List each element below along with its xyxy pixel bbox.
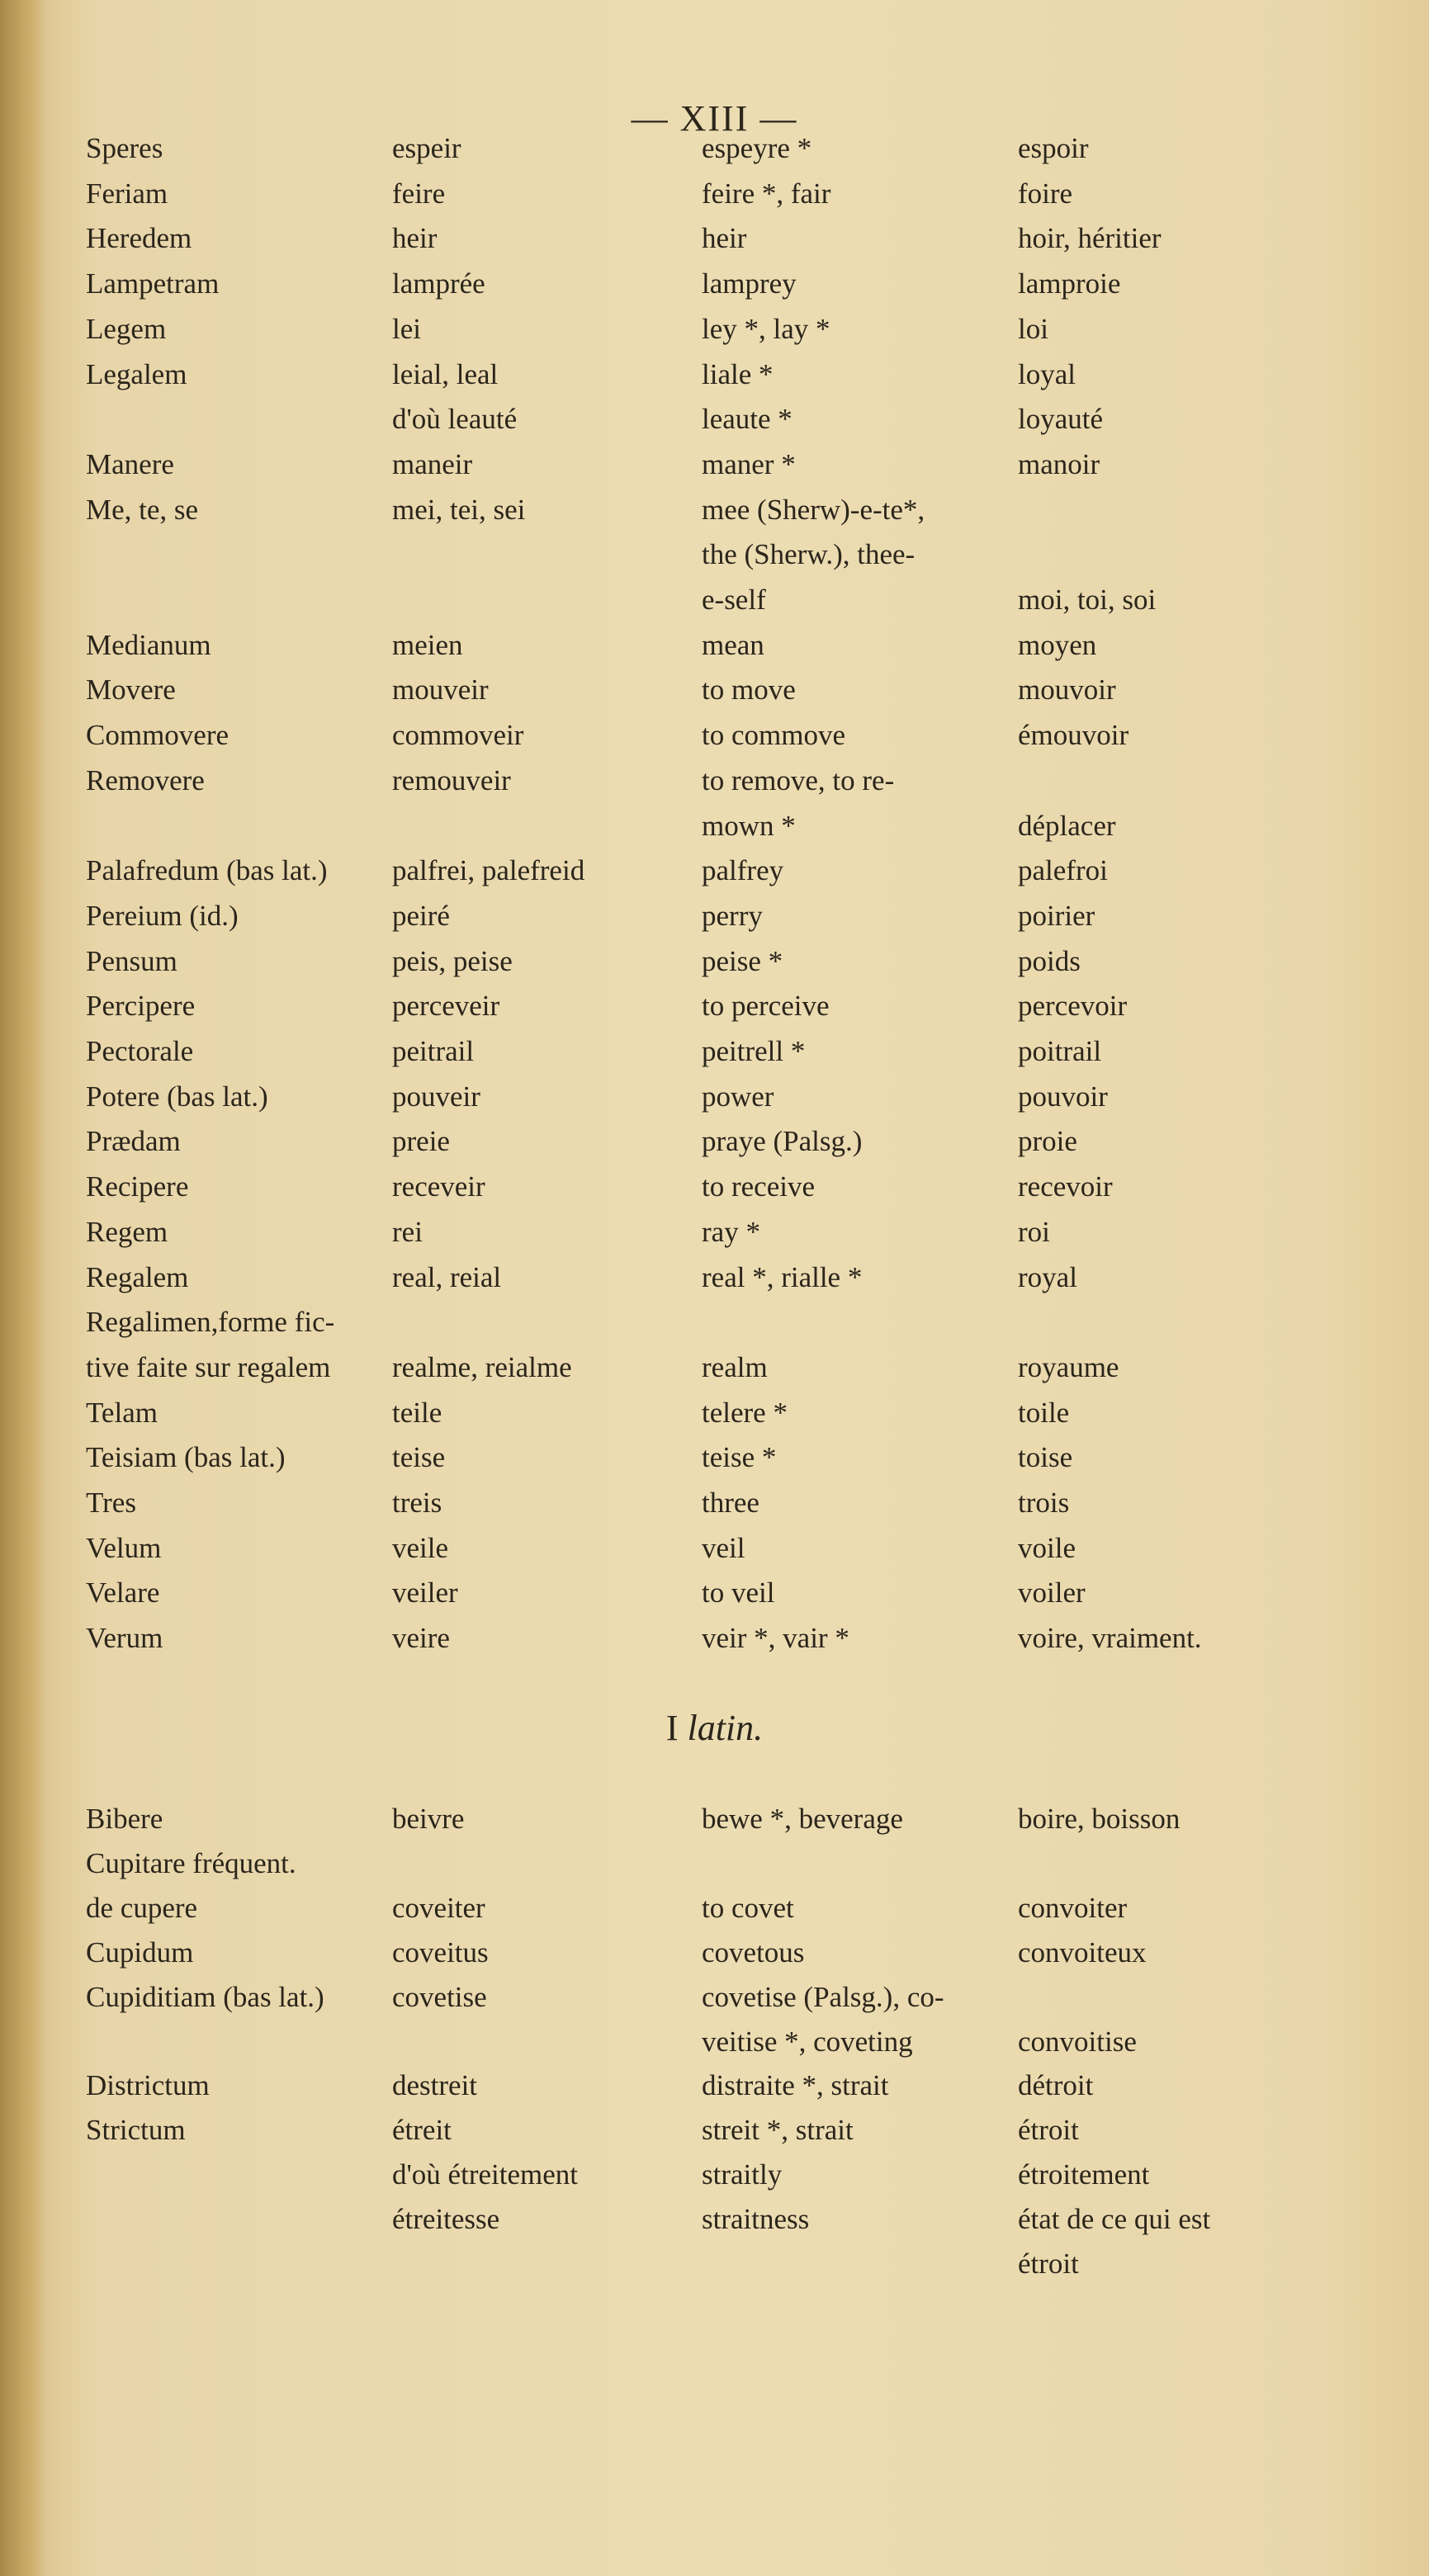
cell-latin-etymon: Palafredum (bas lat.) bbox=[86, 854, 328, 887]
cell-modern-french: poirier bbox=[1018, 899, 1095, 932]
cell-latin-etymon: Pereium (id.) bbox=[86, 899, 239, 932]
table-row bbox=[0, 398, 1429, 441]
cell-english: to perceive bbox=[702, 990, 830, 1023]
cell-english: three bbox=[702, 1487, 759, 1519]
table-row bbox=[0, 489, 1429, 532]
table-row bbox=[0, 2198, 1429, 2241]
cell-latin-etymon: Tres bbox=[86, 1487, 136, 1519]
cell-latin-etymon: Potere (bas lat.) bbox=[86, 1080, 268, 1113]
cell-latin-etymon: Teisiam (bas lat.) bbox=[86, 1441, 286, 1474]
table-row bbox=[0, 1976, 1429, 2019]
cell-old-french: étreitesse bbox=[392, 2203, 500, 2236]
section-title: latin. bbox=[687, 1708, 764, 1748]
cell-modern-french: toile bbox=[1018, 1396, 1070, 1429]
cell-english: peise * bbox=[702, 944, 783, 977]
cell-english: to veil bbox=[702, 1576, 775, 1609]
cell-old-french: coveiter bbox=[392, 1891, 485, 1924]
cell-english: bewe *, beverage bbox=[702, 1803, 903, 1835]
cell-english: maner * bbox=[702, 447, 796, 480]
cell-latin-etymon: Manere bbox=[86, 447, 174, 480]
cell-old-french: feire bbox=[392, 177, 446, 210]
cell-modern-french: poids bbox=[1018, 944, 1081, 977]
cell-latin-etymon: Cupiditiam (bas lat.) bbox=[86, 1980, 324, 2013]
table-row bbox=[0, 579, 1429, 622]
table-row bbox=[0, 1030, 1429, 1073]
cell-old-french: lamprée bbox=[392, 267, 485, 300]
cell-modern-french: émouvoir bbox=[1018, 719, 1129, 752]
cell-modern-french: pouvoir bbox=[1018, 1080, 1108, 1113]
cell-modern-french: étroit bbox=[1018, 2248, 1079, 2280]
section-heading bbox=[0, 1707, 1429, 1749]
cell-latin-etymon: Legalem bbox=[86, 357, 187, 390]
table-row bbox=[0, 940, 1429, 983]
cell-english: power bbox=[702, 1080, 774, 1113]
table-row bbox=[0, 443, 1429, 486]
table-row bbox=[0, 353, 1429, 396]
cell-english: leaute * bbox=[702, 403, 793, 436]
table-row bbox=[0, 1165, 1429, 1208]
cell-english: teise * bbox=[702, 1441, 777, 1474]
cell-old-french: remouveir bbox=[392, 763, 511, 796]
cell-old-french: destreit bbox=[392, 2069, 478, 2102]
cell-modern-french: manoir bbox=[1018, 447, 1100, 480]
cell-modern-french: trois bbox=[1018, 1487, 1070, 1519]
cell-english: covetous bbox=[702, 1936, 805, 1969]
cell-latin-etymon: Cupidum bbox=[86, 1936, 194, 1969]
cell-modern-french: recevoir bbox=[1018, 1170, 1113, 1203]
cell-modern-french: loi bbox=[1018, 312, 1048, 345]
cell-old-french: d'où leauté bbox=[392, 403, 518, 436]
table-row bbox=[0, 1120, 1429, 1163]
table-row bbox=[0, 1301, 1429, 1344]
cell-latin-etymon: Movere bbox=[86, 674, 176, 707]
table-row bbox=[0, 1572, 1429, 1614]
cell-latin-etymon: Legem bbox=[86, 312, 167, 345]
cell-english: e-self bbox=[702, 584, 766, 616]
page-number: — XIII — bbox=[631, 98, 798, 139]
cell-latin-etymon: tive faite sur regalem bbox=[86, 1350, 331, 1383]
cell-modern-french: royaume bbox=[1018, 1350, 1119, 1383]
cell-old-french: d'où étreitement bbox=[392, 2158, 578, 2191]
cell-english: to covet bbox=[702, 1891, 794, 1924]
table-row bbox=[0, 805, 1429, 848]
cell-latin-etymon: Districtum bbox=[86, 2069, 210, 2102]
cell-old-french: real, reial bbox=[392, 1260, 502, 1293]
cell-english: covetise (Palsg.), co- bbox=[702, 1980, 944, 2013]
cell-latin-etymon: Strictum bbox=[86, 2114, 186, 2147]
cell-modern-french: voire, vraiment. bbox=[1018, 1622, 1202, 1655]
cell-old-french: leial, leal bbox=[392, 357, 499, 390]
cell-modern-french: poitrail bbox=[1018, 1035, 1102, 1067]
cell-modern-french: état de ce qui est bbox=[1018, 2203, 1211, 2236]
cell-english: veitise *, coveting bbox=[702, 2025, 913, 2058]
cell-latin-etymon: Regalimen,forme fic- bbox=[86, 1306, 335, 1339]
table-row bbox=[0, 533, 1429, 576]
cell-old-french: receveir bbox=[392, 1170, 485, 1203]
cell-latin-etymon: Me, te, se bbox=[86, 493, 199, 526]
cell-latin-etymon: Telam bbox=[86, 1396, 158, 1429]
cell-old-french: peiré bbox=[392, 899, 450, 932]
table-row bbox=[0, 127, 1429, 170]
table-row bbox=[0, 759, 1429, 802]
cell-latin-etymon: Removere bbox=[86, 763, 205, 796]
cell-english: to receive bbox=[702, 1170, 815, 1203]
table-row bbox=[0, 985, 1429, 1028]
table-row bbox=[0, 1346, 1429, 1389]
table-row bbox=[0, 1392, 1429, 1435]
cell-latin-etymon: Regalem bbox=[86, 1260, 189, 1293]
cell-old-french: covetise bbox=[392, 1980, 487, 2013]
cell-old-french: teile bbox=[392, 1396, 442, 1429]
cell-modern-french: convoitise bbox=[1018, 2025, 1137, 2058]
table-row bbox=[0, 1256, 1429, 1299]
cell-latin-etymon: Pensum bbox=[86, 944, 177, 977]
cell-old-french: perceveir bbox=[392, 990, 500, 1023]
table-row bbox=[0, 173, 1429, 215]
cell-english: lamprey bbox=[702, 267, 797, 300]
table-row bbox=[0, 1075, 1429, 1118]
cell-english: feire *, fair bbox=[702, 177, 831, 210]
cell-latin-etymon: Prædam bbox=[86, 1125, 181, 1158]
cell-old-french: coveitus bbox=[392, 1936, 489, 1969]
cell-old-french: espeir bbox=[392, 132, 461, 164]
table-row bbox=[0, 308, 1429, 351]
cell-english: straitness bbox=[702, 2203, 810, 2236]
cell-old-french: meien bbox=[392, 628, 463, 661]
table-row bbox=[0, 714, 1429, 757]
cell-latin-etymon: Cupitare fréquent. bbox=[86, 1846, 296, 1879]
cell-latin-etymon: Commovere bbox=[86, 719, 229, 752]
cell-modern-french: mouvoir bbox=[1018, 674, 1116, 707]
table-row bbox=[0, 217, 1429, 260]
cell-english: ley *, lay * bbox=[702, 312, 830, 345]
cell-latin-etymon: Pectorale bbox=[86, 1035, 194, 1067]
table-row bbox=[0, 2064, 1429, 2107]
cell-english: praye (Palsg.) bbox=[702, 1125, 863, 1158]
table-row bbox=[0, 1887, 1429, 1930]
cell-latin-etymon: Heredem bbox=[86, 222, 192, 255]
cell-english: palfrey bbox=[702, 854, 784, 887]
cell-old-french: peis, peise bbox=[392, 944, 513, 977]
cell-old-french: beivre bbox=[392, 1803, 465, 1835]
cell-old-french: rei bbox=[392, 1215, 423, 1248]
cell-modern-french: toise bbox=[1018, 1441, 1073, 1474]
cell-latin-etymon: Regem bbox=[86, 1215, 168, 1248]
cell-old-french: heir bbox=[392, 222, 438, 255]
table-row bbox=[0, 2021, 1429, 2063]
cell-modern-french: moyen bbox=[1018, 628, 1097, 661]
cell-old-french: mei, tei, sei bbox=[392, 493, 526, 526]
table-row bbox=[0, 624, 1429, 667]
cell-modern-french: voiler bbox=[1018, 1576, 1086, 1609]
table-row bbox=[0, 1482, 1429, 1524]
cell-modern-french: voile bbox=[1018, 1531, 1076, 1564]
cell-modern-french: moi, toi, soi bbox=[1018, 584, 1157, 616]
cell-modern-french: foire bbox=[1018, 177, 1073, 210]
table-row bbox=[0, 895, 1429, 938]
cell-old-french: mouveir bbox=[392, 674, 489, 707]
cell-latin-etymon: Feriam bbox=[86, 177, 168, 210]
cell-old-french: teise bbox=[392, 1441, 446, 1474]
cell-latin-etymon: Bibere bbox=[86, 1803, 163, 1835]
cell-english: real *, rialle * bbox=[702, 1260, 863, 1293]
cell-old-french: veire bbox=[392, 1622, 450, 1655]
cell-modern-french: loyal bbox=[1018, 357, 1076, 390]
cell-modern-french: roi bbox=[1018, 1215, 1050, 1248]
cell-latin-etymon: Speres bbox=[86, 132, 163, 164]
cell-english: the (Sherw.), thee- bbox=[702, 538, 916, 571]
cell-latin-etymon: Velare bbox=[86, 1576, 160, 1609]
cell-modern-french: déplacer bbox=[1018, 809, 1116, 842]
cell-latin-etymon: de cupere bbox=[86, 1891, 198, 1924]
cell-modern-french: loyauté bbox=[1018, 403, 1104, 436]
cell-english: espeyre * bbox=[702, 132, 812, 164]
cell-latin-etymon: Percipere bbox=[86, 990, 196, 1023]
cell-old-french: treis bbox=[392, 1487, 442, 1519]
cell-english: heir bbox=[702, 222, 747, 255]
cell-latin-etymon: Lampetram bbox=[86, 267, 220, 300]
cell-modern-french: détroit bbox=[1018, 2069, 1094, 2102]
table-row bbox=[0, 2153, 1429, 2196]
cell-old-french: peitrail bbox=[392, 1035, 475, 1067]
table-row bbox=[0, 2109, 1429, 2152]
cell-modern-french: percevoir bbox=[1018, 990, 1128, 1023]
cell-old-french: preie bbox=[392, 1125, 450, 1158]
cell-old-french: palfrei, palefreid bbox=[392, 854, 585, 887]
cell-english: to remove, to re- bbox=[702, 763, 895, 796]
cell-latin-etymon: Velum bbox=[86, 1531, 162, 1564]
cell-modern-french: palefroi bbox=[1018, 854, 1108, 887]
cell-latin-etymon: Recipere bbox=[86, 1170, 189, 1203]
cell-latin-etymon: Verum bbox=[86, 1622, 163, 1655]
section-numeral: I bbox=[665, 1708, 679, 1748]
table-row bbox=[0, 1931, 1429, 1974]
cell-english: telere * bbox=[702, 1396, 788, 1429]
cell-old-french: commoveir bbox=[392, 719, 524, 752]
cell-old-french: maneir bbox=[392, 447, 473, 480]
cell-latin-etymon: Medianum bbox=[86, 628, 211, 661]
cell-english: mean bbox=[702, 628, 764, 661]
cell-english: streit *, strait bbox=[702, 2114, 854, 2147]
cell-modern-french: étroit bbox=[1018, 2114, 1079, 2147]
cell-english: liale * bbox=[702, 357, 774, 390]
cell-modern-french: lamproie bbox=[1018, 267, 1121, 300]
cell-modern-french: boire, boisson bbox=[1018, 1803, 1181, 1835]
table-row bbox=[0, 1436, 1429, 1479]
table-row bbox=[0, 1842, 1429, 1885]
cell-modern-french: convoiteux bbox=[1018, 1936, 1147, 1969]
cell-old-french: étreit bbox=[392, 2114, 452, 2147]
cell-modern-french: proie bbox=[1018, 1125, 1077, 1158]
cell-modern-french: convoiter bbox=[1018, 1891, 1128, 1924]
cell-old-french: veile bbox=[392, 1531, 449, 1564]
cell-old-french: realme, reialme bbox=[392, 1350, 572, 1383]
cell-old-french: veiler bbox=[392, 1576, 458, 1609]
cell-english: perry bbox=[702, 899, 763, 932]
cell-english: ray * bbox=[702, 1215, 760, 1248]
cell-english: veil bbox=[702, 1531, 745, 1564]
cell-english: straitly bbox=[702, 2158, 783, 2191]
table-row bbox=[0, 849, 1429, 892]
table-row bbox=[0, 1798, 1429, 1841]
cell-modern-french: royal bbox=[1018, 1260, 1077, 1293]
cell-english: mee (Sherw)-e-te*, bbox=[702, 493, 925, 526]
table-row bbox=[0, 262, 1429, 305]
table-row bbox=[0, 1211, 1429, 1254]
cell-english: mown * bbox=[702, 809, 796, 842]
cell-modern-french: hoir, héritier bbox=[1018, 222, 1162, 255]
cell-english: to move bbox=[702, 674, 796, 707]
table-row bbox=[0, 2243, 1429, 2285]
cell-english: veir *, vair * bbox=[702, 1622, 849, 1655]
cell-english: to commove bbox=[702, 719, 845, 752]
cell-english: realm bbox=[702, 1350, 768, 1383]
table-row bbox=[0, 1527, 1429, 1570]
table-row bbox=[0, 1617, 1429, 1660]
cell-english: distraite *, strait bbox=[702, 2069, 889, 2102]
cell-old-french: pouveir bbox=[392, 1080, 480, 1113]
cell-english: peitrell * bbox=[702, 1035, 806, 1067]
cell-old-french: lei bbox=[392, 312, 421, 345]
cell-modern-french: étroitement bbox=[1018, 2158, 1150, 2191]
cell-modern-french: espoir bbox=[1018, 132, 1089, 164]
table-row bbox=[0, 669, 1429, 711]
